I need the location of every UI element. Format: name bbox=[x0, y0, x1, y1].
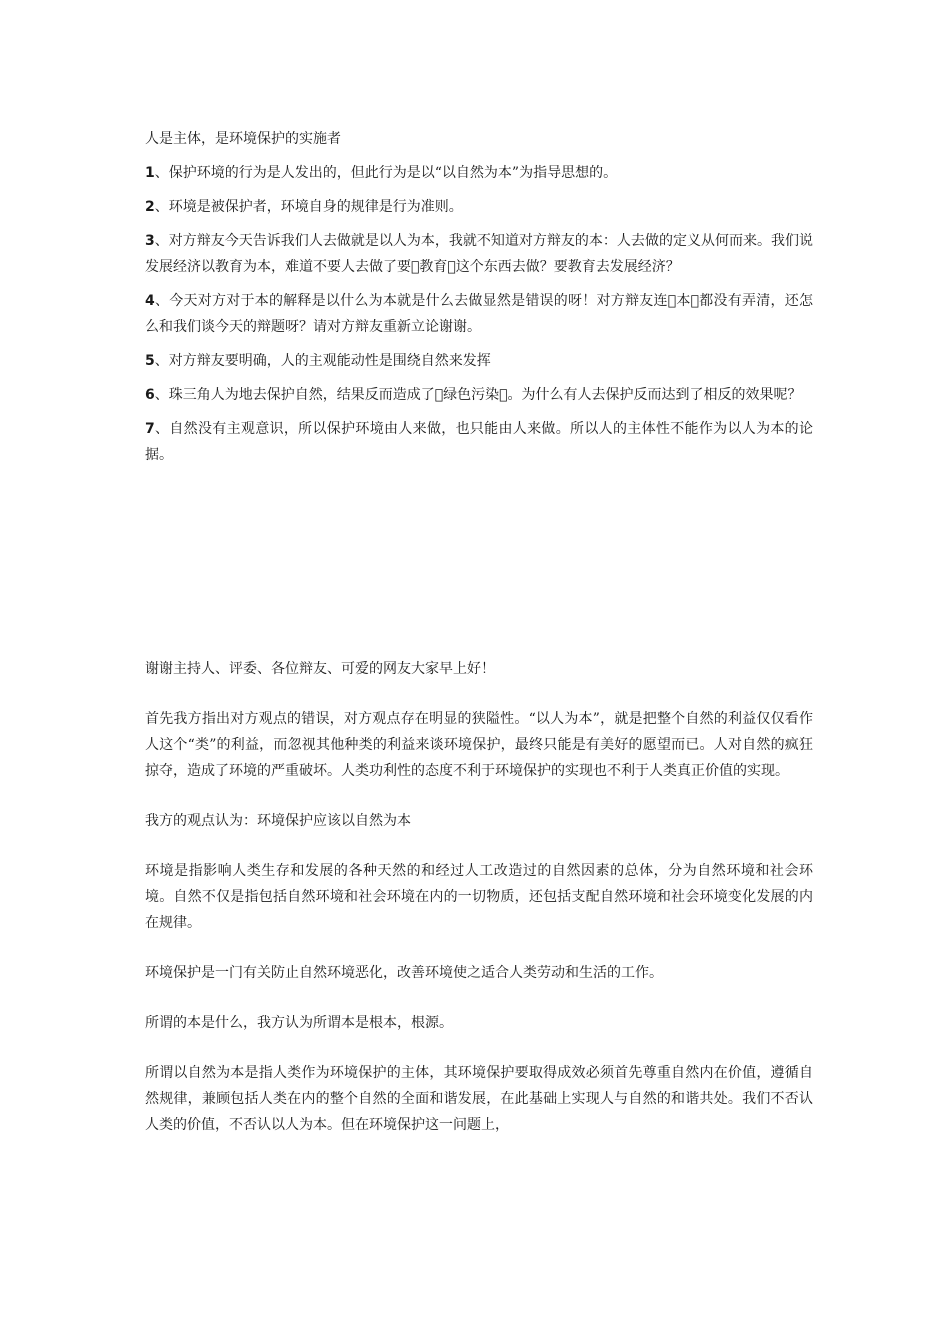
speech-section bbox=[145, 656, 813, 1138]
paragraph: 环境是指影响人类生存和发展的各种天然的和经过人工改造过的自然因素的总体，分为自然环境和社会环境。自然不仅是指包括自然环境和社会环境在内的一切物质，还包括支配自然环境和社会环境变化发展的内在规律。 bbox=[145, 863, 813, 931]
item-text: 、环境是被保护者，环境自身的规律是行为准则。 bbox=[154, 199, 463, 215]
item-number: 6 bbox=[145, 387, 155, 403]
list-item bbox=[145, 416, 813, 468]
item-text: 、对方辩友要明确，人的主观能动性是围绕自然来发挥 bbox=[154, 353, 491, 369]
paragraph: 所谓以自然为本是指人类作为环境保护的主体，其环境保护要取得成效必须首先尊重自然内在价值，遵循自然规律，兼顾包括人类在内的整个自然的全面和谐发展，在此基础上实现人与自然的和谐共处。我们不否认人类的价值，不否认以人为本。但在环境保护这一问题上， bbox=[145, 1065, 813, 1133]
item-text: 、自然没有主观意识，所以保护环境由人来做，也只能由人来做。所以人的主体性不能作为以人为本的论据。 bbox=[145, 421, 813, 463]
item-text: 、今天对方对于本的解释是以什么为本就是什么去做显然是错误的呀！对方辩友连 本 都没有弄清，还怎么和我们谈今天的辩题呀？请对方辩友重新立论谢谢。 bbox=[145, 293, 813, 335]
list-item bbox=[145, 160, 813, 186]
section-heading: 人是主体，是环境保护的实施者 bbox=[145, 131, 341, 147]
list-item bbox=[145, 382, 813, 408]
blank-space bbox=[145, 476, 813, 656]
item-number: 4 bbox=[145, 293, 155, 309]
item-number: 3 bbox=[145, 233, 155, 249]
paragraph: 我方的观点认为：环境保护应该以自然为本 bbox=[145, 813, 411, 829]
paragraph: 谢谢主持人、评委、各位辩友、可爱的网友大家早上好！ bbox=[145, 661, 495, 677]
item-number: 1 bbox=[145, 165, 155, 181]
item-number: 2 bbox=[145, 199, 155, 215]
list-item bbox=[145, 288, 813, 340]
paragraph: 所谓的本是什么，我方认为所谓本是根本，根源。 bbox=[145, 1015, 453, 1031]
item-text: 、对方辩友今天告诉我们人去做就是以人为本，我就不知道对方辩友的本：人去做的定义从何而来。我们说发展经济以教育为本，难道不要人去做了要 教育 这个东西去做？要教育去发展经济？ bbox=[145, 233, 813, 275]
item-number: 7 bbox=[145, 421, 155, 437]
list-item bbox=[145, 228, 813, 280]
paragraph: 环境保护是一门有关防止自然环境恶化，改善环境使之适合人类劳动和生活的工作。 bbox=[145, 965, 663, 981]
list-item bbox=[145, 348, 813, 374]
item-text: 、保护环境的行为是人发出的，但此行为是以“以自然为本”为指导思想的。 bbox=[154, 165, 618, 181]
item-text: 、珠三角人为地去保护自然，结果反而造成了 绿色污染 。为什么有人去保护反而达到了相反的效果呢？ bbox=[154, 387, 802, 403]
paragraph: 首先我方指出对方观点的错误，对方观点存在明显的狭隘性。“以人为本”，就是把整个自然的利益仅仅看作人这个“类”的利益，而忽视其他种类的利益来谈环境保护，最终只能是有美好的愿望而已。人对自然的疯狂掠夺，造成了环境的严重破坏。人类功利性的态度不利于环境保护的实现也不利于人类真正价值的实现。 bbox=[145, 711, 813, 779]
item-number: 5 bbox=[145, 353, 155, 369]
document-page bbox=[145, 126, 813, 1162]
list-item bbox=[145, 194, 813, 220]
argument-section bbox=[145, 126, 813, 468]
